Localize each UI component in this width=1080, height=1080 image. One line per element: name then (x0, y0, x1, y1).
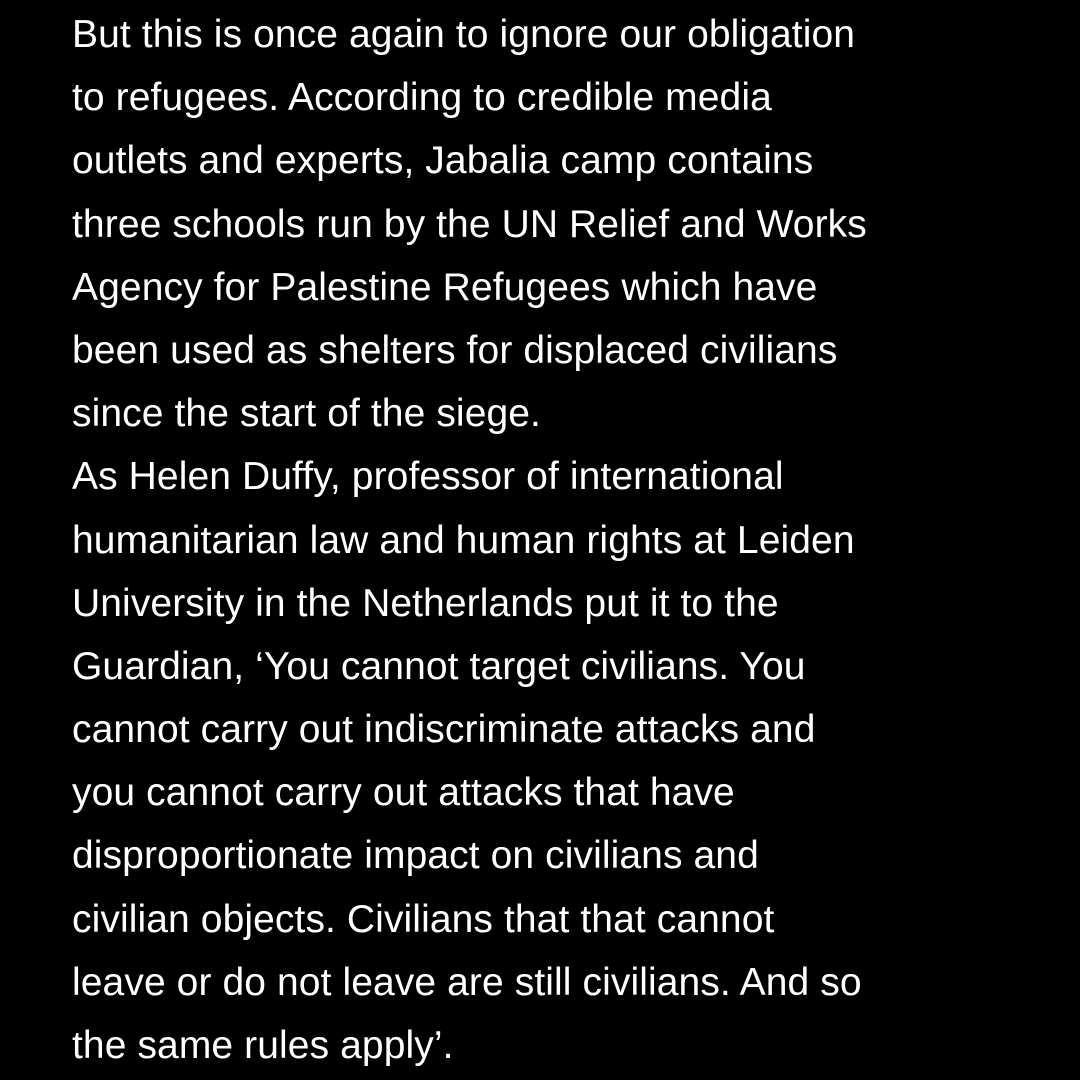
note-line-11: Guardian, ‘You cannot target civilians. You (72, 644, 806, 688)
note-line-13: you cannot carry out attacks that have (72, 771, 735, 815)
note-line-4: three schools run by the UN Relief and Works (72, 202, 867, 246)
note-line-2: to refugees. According to credible media (72, 76, 772, 120)
note-line-14: disproportionate impact on civilians and (72, 834, 759, 878)
note-body[interactable] (72, 3, 1062, 1077)
note-line-1: But this is once again to ignore our obligation (72, 13, 856, 56)
note-line-8: As Helen Duffy, professor of international (72, 455, 784, 499)
note-line-3: outlets and experts, Jabalia camp contains (72, 139, 814, 183)
note-line-16: leave or do not leave are still civilians. And so (72, 960, 862, 1004)
note-line-9: humanitarian law and human rights at Leiden (72, 518, 855, 562)
note-line-12: cannot carry out indiscriminate attacks and (72, 708, 816, 752)
note-line-15: civilian objects. Civilians that that cannot (72, 897, 775, 941)
note-line-10: University in the Netherlands put it to the (72, 581, 779, 625)
note-line-5: Agency for Palestine Refugees which have (72, 265, 818, 309)
note-line-7: since the start of the siege. (72, 392, 541, 436)
note-line-6: been used as shelters for displaced civilians (72, 328, 838, 372)
note-line-17: the same rules apply’. (72, 1024, 454, 1067)
